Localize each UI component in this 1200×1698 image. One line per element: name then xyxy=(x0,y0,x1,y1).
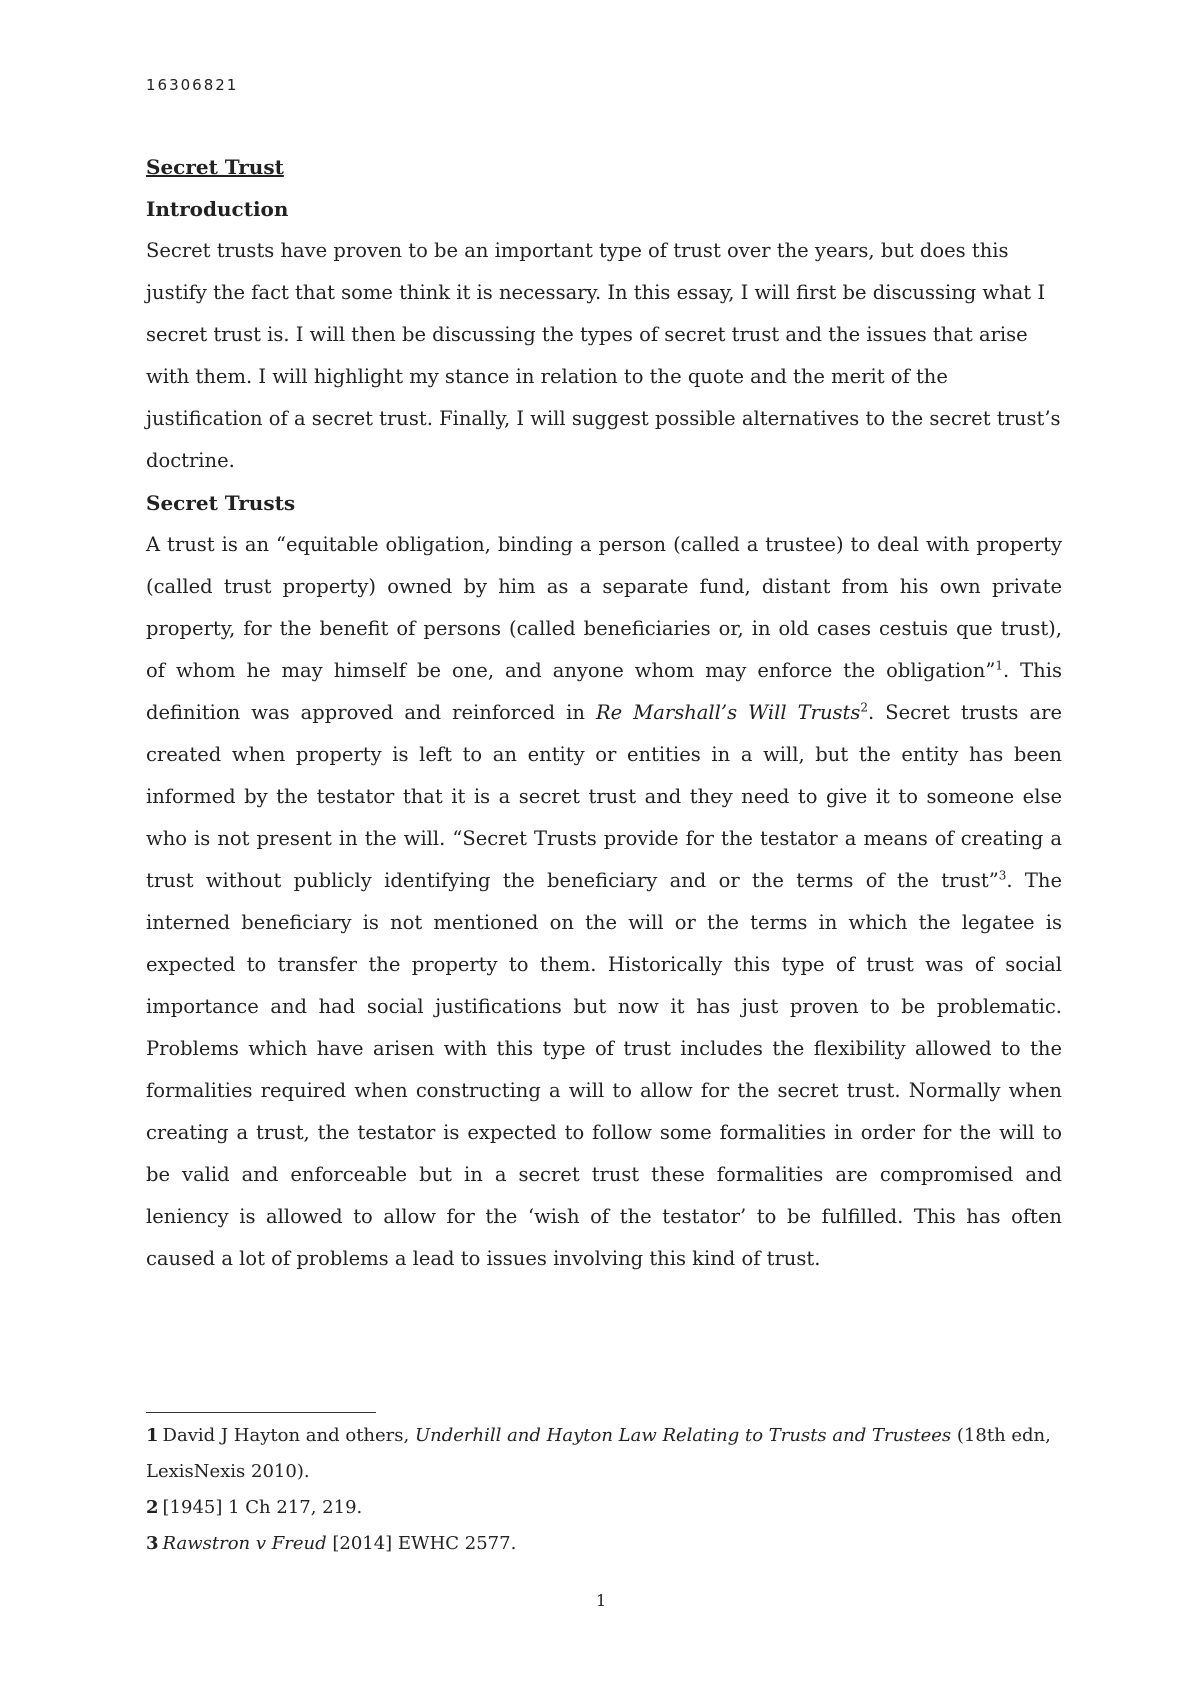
footnote-ref-3[interactable]: 3 xyxy=(998,868,1007,883)
footnote-ref-2[interactable]: 2 xyxy=(860,700,869,715)
footnote-number: 2 xyxy=(146,1497,159,1518)
section-heading-introduction: Introduction xyxy=(146,197,289,221)
case-name: Re Marshall’s Will Trusts xyxy=(596,701,861,724)
paragraph-text-part: . This definition was approved and reinforced in xyxy=(146,659,1062,724)
section-heading-secret-trusts: Secret Trusts xyxy=(146,491,296,515)
footnote-1 xyxy=(146,1418,1062,1490)
document-body xyxy=(146,146,1062,1280)
footnote-title: Underhill and Hayton Law Relating to Trusts and Trustees xyxy=(414,1425,952,1446)
paragraph-text-part: A trust is an “equitable obligation, binding a person (called a trustee) to deal with property (called trust property) owned by him as a separate fund, distant from his own private property, for the benefit of persons (called beneficiaries or, in old cases cestuis que trust), of whom he may himself be one, and anyone whom may enforce the obligation” xyxy=(146,533,1062,682)
document-title: Secret Trust xyxy=(146,155,284,179)
page-header-student-id: 16306821 xyxy=(146,76,239,94)
footnote-text: [2014] EWHC 2577. xyxy=(326,1533,517,1554)
paragraph-text-part: . Secret trusts are created when property is left to an entity or entities in a will, but the entity has been informed by the testator that it is a secret trust and they need to give it to someone else who is not present in the will. “Secret Trusts provide for the testator a means of creating a trust without publicly identifying the beneficiary and or the terms of the trust” xyxy=(146,701,1063,892)
footnote-text: (18th edn, LexisNexis 2010). xyxy=(146,1425,1051,1482)
paragraph-text-part: . The interned beneficiary is not mentioned on the will or the terms in which the legatee is expected to transfer the property to them. Historically this type of trust was of social importance and had social justifications but now it has just proven to be problematic. Problems which have arisen with this type of trust includes the flexibility allowed to the formalities required when constructing a will to allow for the secret trust. Normally when creating a trust, the testator is expected to follow some formalities in order for the will to be valid and enforceable but in a secret trust these formalities are compromised and leniency is allowed to allow for the ‘wish of the testator’ to be fulfilled. This has often caused a lot of problems a lead to issues involving this kind of trust. xyxy=(146,869,1062,1270)
introduction-paragraph: Secret trusts have proven to be an important type of trust over the years, but does this justify the fact that some think it is necessary. In this essay, I will first be discussing what I secret trust is. I will then be discussing the types of secret trust and the issues that arise with them. I will highlight my stance in relation to the quote and the merit of the justification of a secret trust. Finally, I will suggest possible alternatives to the secret trust’s doctrine. xyxy=(146,239,1061,472)
footnote-ref-1[interactable]: 1 xyxy=(995,658,1003,673)
footnote-2 xyxy=(146,1490,1062,1526)
footnote-number: 1 xyxy=(146,1425,159,1446)
footnote-text: David J Hayton and others, xyxy=(162,1425,415,1446)
footnote-case-name: Rawstron v Freud xyxy=(162,1533,327,1554)
footnote-number: 3 xyxy=(146,1533,159,1554)
secret-trusts-paragraph xyxy=(146,524,1062,1280)
footnotes xyxy=(146,1418,1062,1562)
page-number: 1 xyxy=(596,1591,607,1610)
footnote-separator xyxy=(146,1412,376,1413)
footnote-3 xyxy=(146,1526,1062,1562)
footnote-text: [1945] 1 Ch 217, 219. xyxy=(162,1497,363,1518)
